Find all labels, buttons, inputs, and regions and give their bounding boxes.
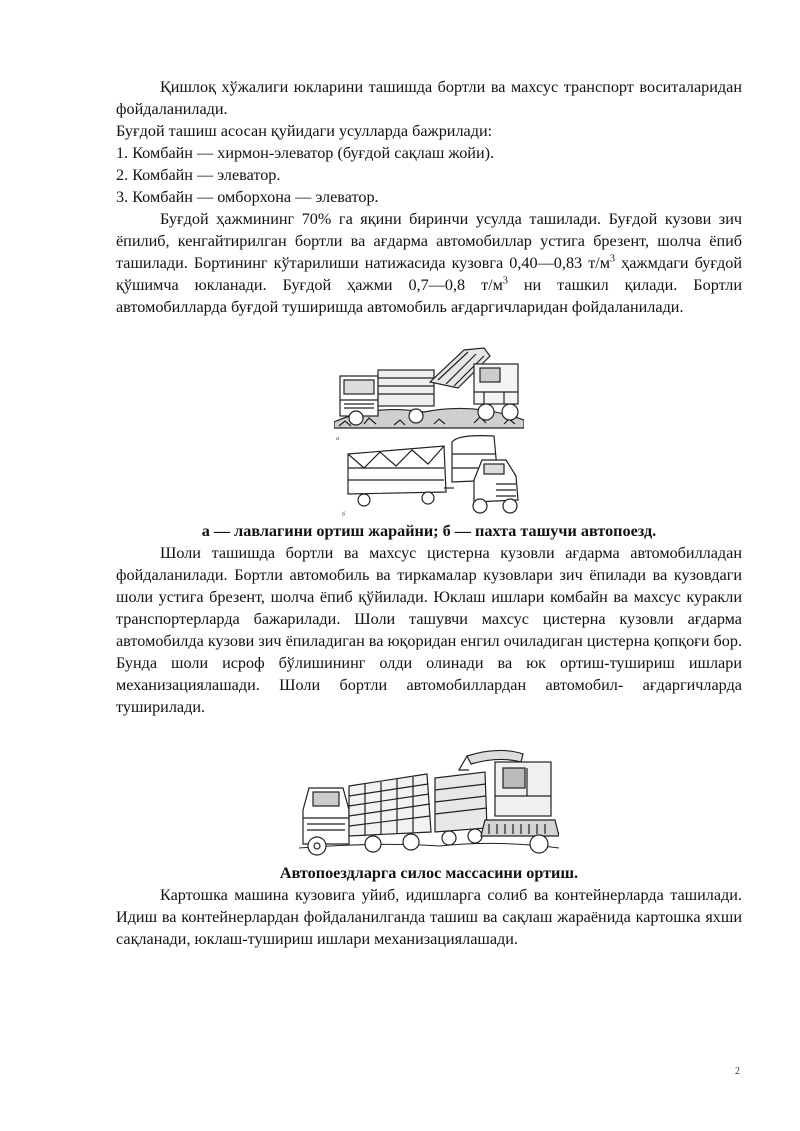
list-item-2: 2. Комбайн — элеватор.	[116, 166, 281, 184]
rice-text-end: ағдаргичларда туширилади.	[116, 676, 742, 716]
paragraph-rice	[116, 542, 742, 718]
wheat-text-c: ни ташкил қилади. Бортли автомобилларда буғдой туширишда автомобиль ағдаргичларидан фойдаланилади.	[116, 276, 742, 316]
beet-loading-illustration	[334, 348, 524, 428]
cotton-road-train-illustration	[348, 436, 518, 513]
paragraph-wheat	[116, 208, 742, 318]
page-number: 2	[735, 1066, 740, 1077]
figure-caption-1: а — лавлагини ортиш жарайни; б — пахта ташучи автопоезд.	[201, 522, 657, 540]
figure-caption-2: Автопоездларга силос массасини ортиш.	[279, 864, 579, 882]
figure-silage-loading	[299, 748, 559, 862]
wheat-text-a: Буғдой ҳажмининг 70% га яқини биринчи усулда ташилади. Буғдой кузови зич ёпилиб, кенгайтирилган бортли ва ағдарма автомобиллар устига брезент, шолча ёпиб ташилади. Бортининг кўтарилиши натижасида кузовга 0,40—0,83 т/м	[116, 210, 742, 272]
superscript-1: 3	[610, 253, 616, 265]
superscript-2: 3	[502, 275, 508, 287]
potato-text-end: механизациялашади.	[374, 930, 518, 948]
paragraph-intro: Қишлоқ хўжалиги юкларини ташишда бортли ва махсус транспорт воситаларидан фойдаланилади.	[116, 78, 742, 118]
figure-label-a: а	[336, 436, 339, 442]
document-page	[116, 76, 742, 950]
wheat-text-b: ҳажмдаги буғдой қўшимча юкланади. Буғдой ҳажми 0,7—0,8 т/м	[116, 254, 742, 294]
paragraph-methods-heading: Буғдой ташиш асосан қуйидаги усулларда бажрилади:	[116, 122, 493, 140]
list-item-1: 1. Комбайн — хирмон-элеватор (буғдой сақлаш жойи).	[116, 144, 495, 162]
list-item-3: 3. Комбайн — омборхона — элеватор.	[116, 188, 379, 206]
figure-beet-and-cotton-trucks	[334, 342, 524, 520]
potato-text: Картошка машина кузовига уйиб, идишларга солиб ва контейнерларда ташилади. Идиш ва контейнерлардан фойдаланилганда ташиш ва сақлаш жараёнида картошка яхши сақланади, юклаш-тушириш ишлари	[116, 886, 742, 948]
paragraph-potato	[116, 884, 742, 950]
rice-text: Шоли ташишда бортли ва махсус цистерна кузовли ағдарма автомобилладан фойдаланилади. Бортли автомобиль ва тиркамалар кузовлари зич ёпилади ва кузовдаги шоли устига брезент, шолча ёпиб қўйилади. Юклаш ишлари комбайн ва махсус куракли транспортерларда бажарилади. Шоли ташувчи махсус цистерна кузовли ағдарма автомобилда кузови зич ёпиладиган ва юқоридан енгил очиладиган цистерна қопқоғи бор. Бунда шоли исроф бўлишининг олди олинади ва юк ортиш-тушириш ишлари механизациялашади. Шоли бортли автомобиллардан автомобил-	[116, 544, 742, 694]
figure-label-b: б	[342, 512, 346, 518]
